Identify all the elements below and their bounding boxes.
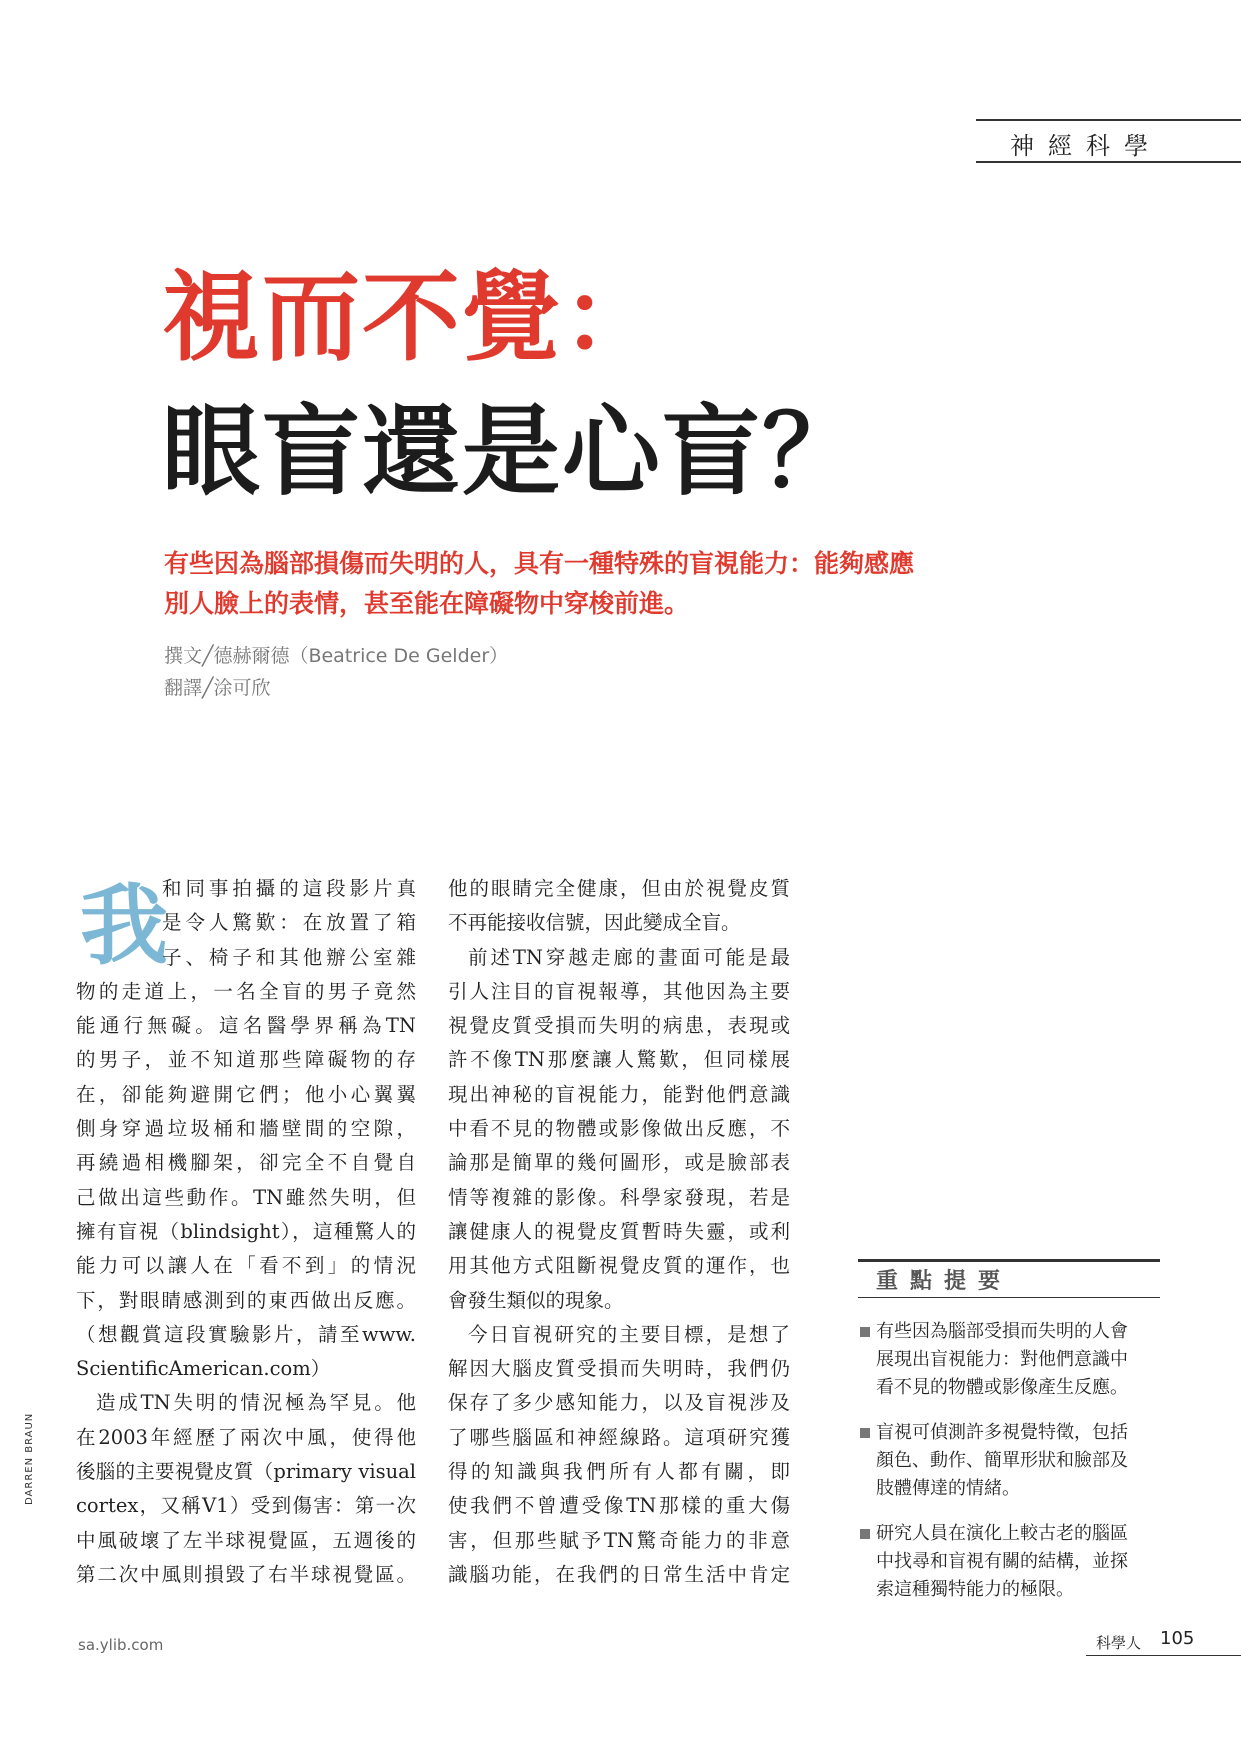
sidebar-item-line: 中找尋和盲視有關的結構，並探 [876, 1551, 1128, 1572]
article-line: 他的眼睛完全健康，但由於視覺皮質 [448, 877, 790, 900]
article-column-2 [448, 872, 790, 1592]
article-line: 再繞過相機腳架，卻完全不自覺自 [76, 1151, 416, 1175]
section-rule-top [976, 119, 1241, 121]
article-line: 下，對眼睛感測到的東西做出反應。 [76, 1288, 416, 1312]
subtitle [164, 544, 984, 624]
byline-author: 撰文╱德赫爾德（Beatrice De Gelder） [164, 645, 509, 667]
article-line: 在2003年經歷了兩次中風，使得他 [76, 1425, 416, 1449]
sidebar-item [860, 1419, 1160, 1503]
article-line: 造成TN失明的情況極為罕見。他 [96, 1391, 416, 1415]
article-line: 害，但那些賦予TN驚奇能力的非意 [448, 1528, 790, 1552]
article-line: 和同事拍攝的這段影片真 [162, 877, 416, 900]
sidebar-list [860, 1318, 1160, 1621]
article-line: 得的知識與我們所有人都有關，即 [448, 1460, 790, 1484]
sidebar-item-line: 盲視可偵測許多視覺特徵，包括 [876, 1422, 1128, 1443]
article-line: 中看不見的物體或影像做出反應，不 [448, 1117, 790, 1141]
square-bullet-icon [860, 1428, 870, 1438]
sidebar-item-line: 研究人員在演化上較古老的腦區 [876, 1523, 1128, 1544]
article-line: 在，卻能夠避開它們；他小心翼翼 [76, 1082, 416, 1106]
footer-url[interactable]: sa.ylib.com [78, 1636, 164, 1654]
sidebar-rule-bottom [858, 1297, 1160, 1298]
article-line: cortex，又稱V1）受到傷害：第一次 [76, 1494, 416, 1518]
title-line-1: 視而不覺： [162, 260, 663, 375]
article-line: 了哪些腦區和神經線路。這項研究獲 [448, 1425, 790, 1449]
sidebar-item-line: 肢體傳達的情緒。 [876, 1478, 1020, 1499]
footer-magazine-name: 科學人 [1096, 1634, 1142, 1652]
article-line: 今日盲視研究的主要目標，是想了 [468, 1322, 790, 1346]
article-line: 己做出這些動作。TN雖然失明，但 [76, 1185, 416, 1209]
square-bullet-icon [860, 1327, 870, 1337]
footer-rule [1086, 1655, 1241, 1656]
article-line: 能力可以讓人在「看不到」的情況 [76, 1254, 416, 1278]
byline-translator: 翻譯╱涂可欣 [164, 677, 271, 699]
sidebar-rule-top [858, 1259, 1160, 1262]
article-line: （想觀賞這段實驗影片，請至www. [76, 1322, 416, 1346]
sidebar-item-line: 展現出盲視能力：對他們意識中 [876, 1349, 1128, 1370]
sidebar-item-line: 看不見的物體或影像產生反應。 [876, 1377, 1128, 1398]
section-label: 神經科學 [1010, 132, 1162, 160]
article-line: 情等複雜的影像。科學家發現，若是 [448, 1185, 790, 1209]
article-line: 保存了多少感知能力，以及盲視涉及 [448, 1391, 790, 1415]
section-rule-bottom [976, 161, 1241, 163]
article-line: 現出神秘的盲視能力，能對他們意識 [448, 1082, 790, 1106]
article-line: 能通行無礙。這名醫學界稱為TN [76, 1014, 416, 1038]
sidebar-item-line: 有些因為腦部受損而失明的人會 [876, 1321, 1128, 1342]
article-line: 側身穿過垃圾桶和牆壁間的空隙， [76, 1117, 416, 1141]
page-number: 105 [1160, 1628, 1195, 1649]
article-line: 讓健康人的視覺皮質暫時失靈，或利 [448, 1219, 790, 1243]
title-line-2: 眼盲還是心盲？ [162, 394, 863, 509]
article-line: 物的走道上，一名全盲的男子竟然 [76, 979, 416, 1003]
sidebar-item [860, 1318, 1160, 1402]
article-line: 子、椅子和其他辦公室雜 [162, 945, 416, 969]
article-line: 使我們不曾遭受像TN那樣的重大傷 [448, 1494, 790, 1518]
article-line: 許不像TN那麼讓人驚歎，但同樣展 [448, 1048, 790, 1072]
subtitle-line: 別人臉上的表情，甚至能在障礙物中穿梭前進。 [164, 589, 690, 618]
drop-cap: 我 [80, 873, 169, 977]
byline [164, 640, 508, 704]
square-bullet-icon [860, 1529, 870, 1539]
article-line: 中風破壞了左半球視覺區，五週後的 [76, 1528, 416, 1552]
article-line: 前述TN穿越走廊的畫面可能是最 [468, 945, 790, 969]
article-line: 會發生類似的現象。 [448, 1288, 624, 1312]
article-line: 用其他方式阻斷視覺皮質的運作，也 [448, 1254, 790, 1278]
sidebar-item-line: 顏色、動作、簡單形狀和臉部及 [876, 1450, 1128, 1471]
article-line: 第二次中風則損毀了右半球視覺區。 [76, 1562, 416, 1586]
article-line: 解因大腦皮質受損而失明時，我們仍 [448, 1357, 790, 1381]
article-line: 的男子，並不知道那些障礙物的存 [76, 1048, 416, 1072]
article-line: 後腦的主要視覺皮質（primary visual [76, 1460, 416, 1484]
article-line: 是令人驚歎：在放置了箱 [162, 911, 416, 935]
article-column-1 [76, 872, 416, 1592]
sidebar-title: 重點提要 [876, 1269, 1013, 1294]
article-line: ScientificAmerican.com） [76, 1357, 331, 1381]
sidebar-item-line: 索這種獨特能力的極限。 [876, 1579, 1074, 1600]
article-line: 識腦功能，在我們的日常生活中肯定 [448, 1562, 790, 1586]
article-line: 不再能接收信號，因此變成全盲。 [448, 911, 741, 935]
article-line: 論那是簡單的幾何圖形，或是臉部表 [448, 1151, 790, 1175]
article-line: 擁有盲視（blindsight），這種驚人的 [76, 1219, 416, 1243]
photo-credit: DARREN BRAUN [24, 1412, 35, 1505]
sidebar-item [860, 1520, 1160, 1604]
article-line: 視覺皮質受損而失明的病患，表現或 [448, 1014, 790, 1038]
article-line: 引人注目的盲視報導，其他因為主要 [448, 979, 790, 1003]
subtitle-line: 有些因為腦部損傷而失明的人，具有一種特殊的盲視能力：能夠感應 [164, 549, 915, 578]
